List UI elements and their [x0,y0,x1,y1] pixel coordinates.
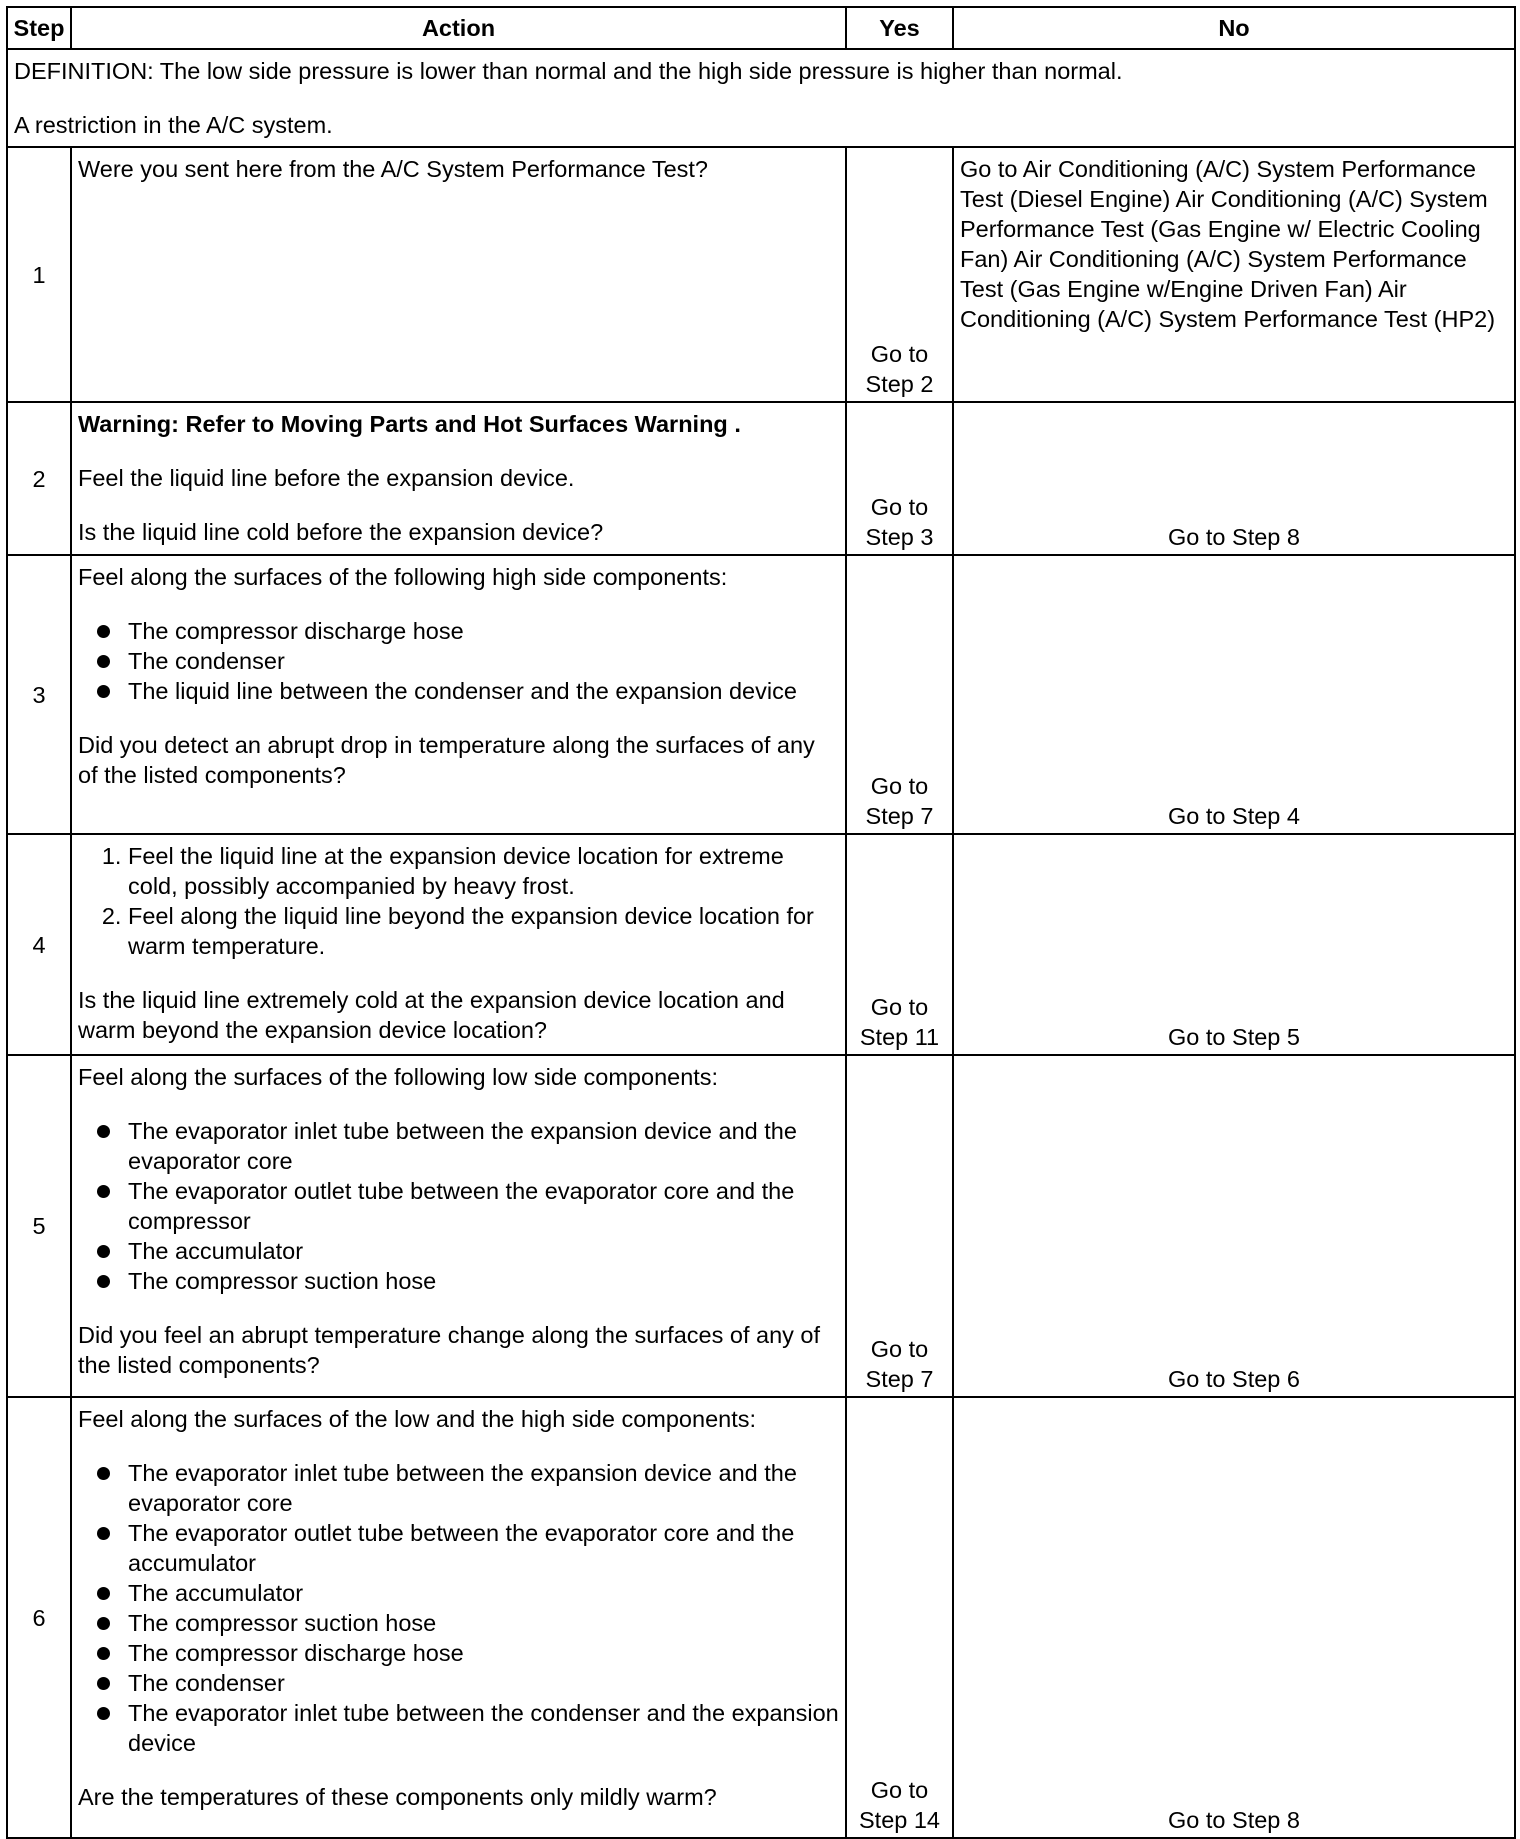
list-item: The evaporator outlet tube between the evaporator core and the accumulator [128,1518,839,1578]
action-cell [71,147,846,402]
yes-go-to: Go to [870,773,929,799]
step-row-2 [7,402,1515,555]
list-item: The compressor discharge hose [128,1638,839,1668]
step-row-3 [7,555,1515,834]
action-question: Is the liquid line extremely cold at the expansion device location and warm beyond the expansion device location? [78,987,785,1043]
no-step-link[interactable]: Go to Step 8 [1168,524,1300,550]
list-item: The compressor suction hose [128,1608,839,1638]
yes-step-link[interactable]: Step 3 [865,524,934,550]
header-no: No [953,7,1515,49]
step-number: 3 [7,555,71,834]
yes-step-link[interactable]: Step 7 [865,803,934,829]
step-row-5 [7,1055,1515,1397]
no-link[interactable]: Go to Air Conditioning (A/C) System Performance Test (Diesel Engine) Air Conditioning (A/C) System Performance Test (Gas Engine w/ Electric Cooling Fan) Air Conditioning (A/C) System Performance Test (Gas Engine w/Engine Driven Fan) Air Conditioning (A/C) System Performance Test (HP2) [960,156,1496,332]
no-cell [953,1397,1515,1838]
action-question: Were you sent here from the A/C System Performance Test? [78,156,708,182]
action-intro: Feel along the surfaces of the following high side components: [78,564,728,590]
step-row-6 [7,1397,1515,1838]
action-cell [71,1397,846,1838]
no-step-link[interactable]: Go to Step 6 [1168,1366,1300,1392]
list-item: The compressor suction hose [128,1266,839,1296]
definition-row [7,49,1515,147]
list-item: The accumulator [128,1236,839,1266]
list-item: The evaporator inlet tube between the expansion device and the evaporator core [128,1116,839,1176]
step-row-1 [7,147,1515,402]
step-number: 2 [7,402,71,555]
yes-step-link[interactable]: Step 7 [865,1366,934,1392]
list-item: The liquid line between the condenser and the expansion device [128,676,839,706]
action-question: Is the liquid line cold before the expansion device? [78,519,604,545]
yes-cell [846,1055,953,1397]
action-question: Did you detect an abrupt drop in temperature along the surfaces of any of the listed components? [78,732,815,788]
yes-go-to: Go to [870,341,929,367]
action-cell [71,555,846,834]
list-item: The evaporator inlet tube between the expansion device and the evaporator core [128,1458,839,1518]
diagnostic-table [6,6,1516,1839]
no-step-link[interactable]: Go to Step 4 [1168,803,1300,829]
step-number: 5 [7,1055,71,1397]
header-action: Action [71,7,846,49]
step-number: 4 [7,834,71,1055]
header-yes: Yes [846,7,953,49]
no-cell [953,1055,1515,1397]
yes-cell [846,834,953,1055]
yes-cell [846,1397,953,1838]
action-question: Did you feel an abrupt temperature change along the surfaces of any of the listed components? [78,1322,821,1378]
no-cell [953,834,1515,1055]
action-intro: Feel the liquid line before the expansion device. [78,465,575,491]
yes-cell [846,402,953,555]
warning-text: Warning: Refer to Moving Parts and Hot Surfaces Warning . [78,411,741,437]
yes-step-link[interactable]: Step 11 [859,1024,940,1050]
header-step: Step [7,7,71,49]
action-intro: Feel along the surfaces of the low and the high side components: [78,1406,757,1432]
no-step-link[interactable]: Go to Step 8 [1168,1807,1300,1833]
yes-cell [846,555,953,834]
step-number: 1 [7,147,71,402]
action-cell [71,834,846,1055]
list-item: The compressor discharge hose [128,616,839,646]
action-question: Are the temperatures of these components only mildly warm? [78,1784,717,1810]
no-cell [953,147,1515,402]
header-row [7,7,1515,49]
list-item: The accumulator [128,1578,839,1608]
list-item: 1. Feel the liquid line at the expansion device location for extreme cold, possibly accompanied by heavy frost. [128,841,839,901]
yes-step-link[interactable]: Step 14 [858,1807,940,1833]
no-step-link[interactable]: Go to Step 5 [1168,1024,1300,1050]
action-cell [71,1055,846,1397]
list-item: The condenser [128,646,839,676]
action-cell [71,402,846,555]
yes-go-to: Go to [870,994,929,1020]
list-item: 2. Feel along the liquid line beyond the expansion device location for warm temperature. [128,901,839,961]
list-item: The condenser [128,1668,839,1698]
yes-go-to: Go to [870,494,929,520]
list-item: The evaporator outlet tube between the evaporator core and the compressor [128,1176,839,1236]
yes-cell [846,147,953,402]
definition-cell [7,49,1515,147]
yes-go-to: Go to [870,1336,929,1362]
step-row-4 [7,834,1515,1055]
no-cell [953,555,1515,834]
yes-go-to: Go to [870,1777,929,1803]
action-intro: Feel along the surfaces of the following low side components: [78,1064,719,1090]
step-number: 6 [7,1397,71,1838]
yes-step-link[interactable]: Step 2 [865,371,934,397]
no-cell [953,402,1515,555]
definition-text: DEFINITION: The low side pressure is lower than normal and the high side pressure is higher than normal. [14,58,1123,84]
definition-restriction: A restriction in the A/C system. [14,112,333,138]
list-item: The evaporator inlet tube between the condenser and the expansion device [128,1700,839,1756]
